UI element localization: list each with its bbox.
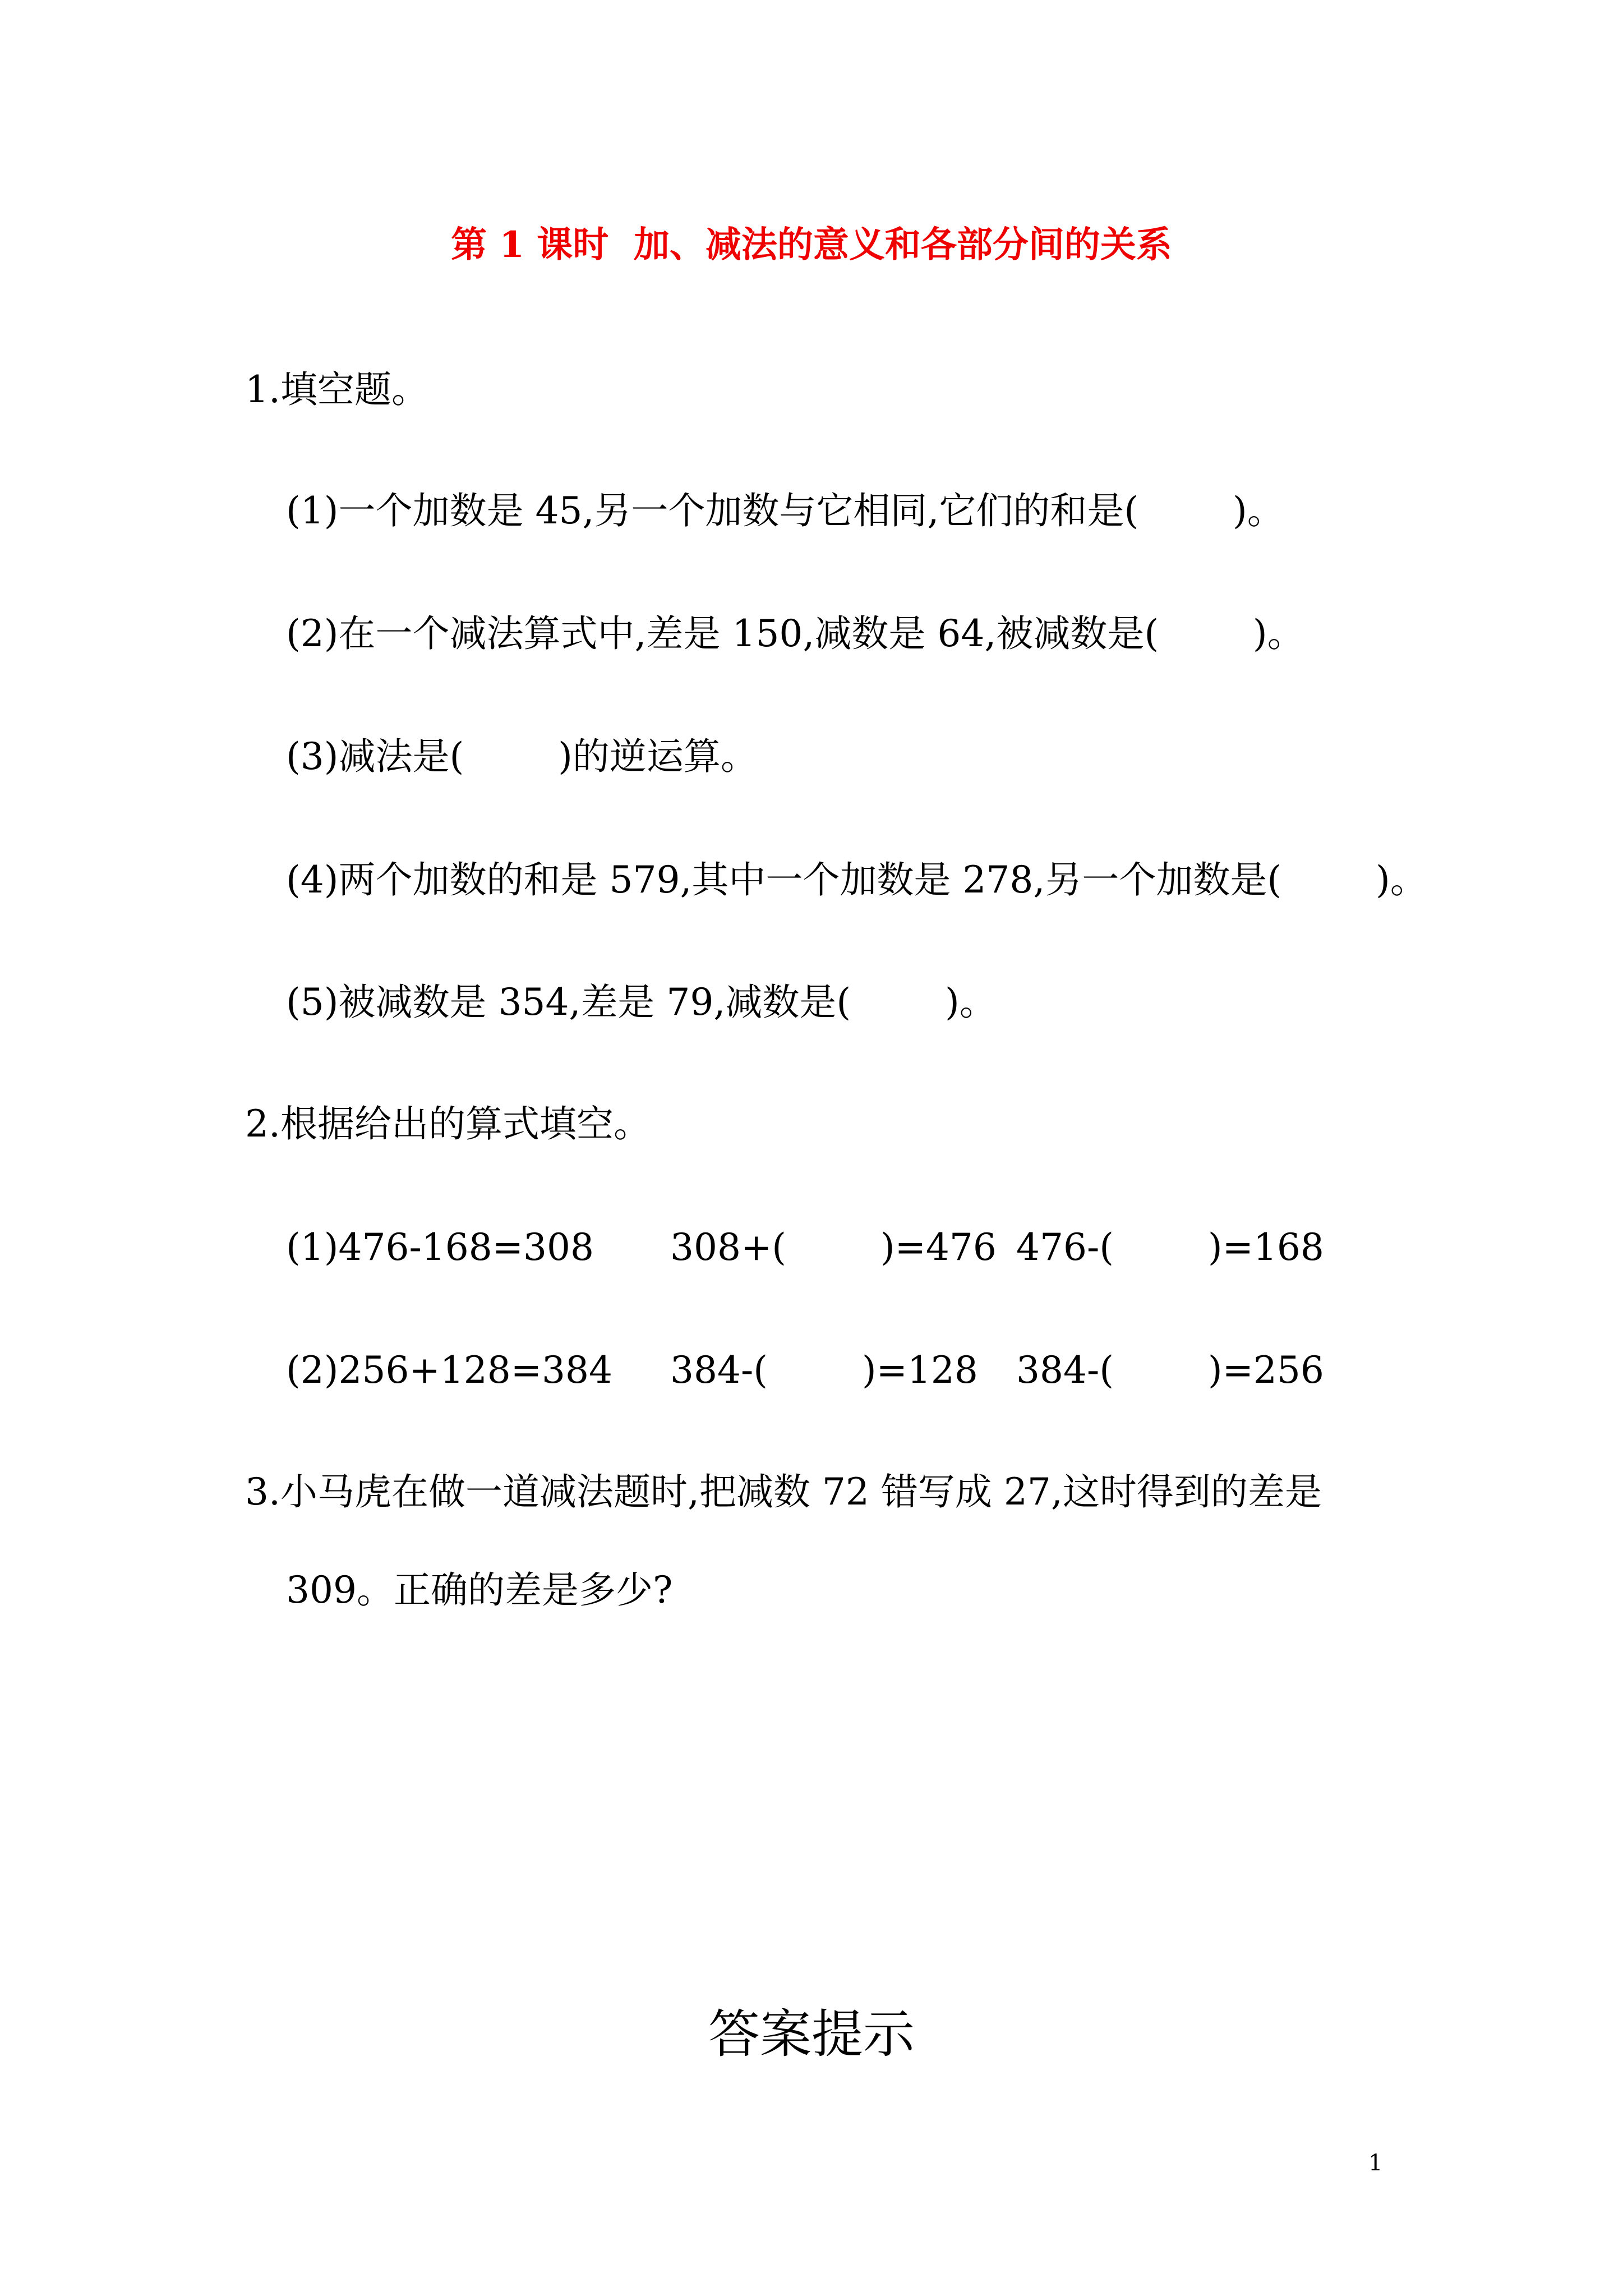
question-2-row-1-blank-1: 308+( )=476 — [670, 1226, 997, 1269]
question-2-row-2-blank-2: 384-( )=256 — [1016, 1349, 1324, 1392]
question-2-row-1-blank-2: 476-( )=168 — [1016, 1226, 1324, 1269]
question-1-item-4: (4)两个加数的和是 579,其中一个加数是 278,另一个加数是( )。 — [286, 858, 1427, 901]
question-1-item-1: (1)一个加数是 45,另一个加数与它相同,它们的和是( )。 — [286, 489, 1284, 532]
question-2-row-2-equation: (2)256+128=384 — [286, 1349, 613, 1392]
answer-heading: 答案提示 — [708, 2004, 915, 2064]
question-2-heading: 2.根据给出的算式填空。 — [245, 1102, 651, 1145]
question-3-line-2: 309。正确的差是多少? — [286, 1568, 673, 1612]
question-2-row-1-equation: (1)476-168=308 — [286, 1226, 594, 1269]
question-1-item-5: (5)被减数是 354,差是 79,减数是( )。 — [286, 981, 997, 1024]
question-1-item-3: (3)减法是( )的逆运算。 — [286, 735, 758, 778]
question-1-item-2: (2)在一个减法算式中,差是 150,减数是 64,被减数是( )。 — [286, 612, 1304, 655]
question-1-heading: 1.填空题。 — [245, 368, 428, 411]
page-number: 1 — [1368, 2150, 1383, 2176]
question-3-line-1: 3.小马虎在做一道减法题时,把减数 72 错写成 27,这时得到的差是 — [245, 1470, 1322, 1513]
page-title: 第 1 课时 加、减法的意义和各部分间的关系 — [451, 224, 1172, 266]
question-2-row-2-blank-1: 384-( )=128 — [670, 1349, 978, 1392]
